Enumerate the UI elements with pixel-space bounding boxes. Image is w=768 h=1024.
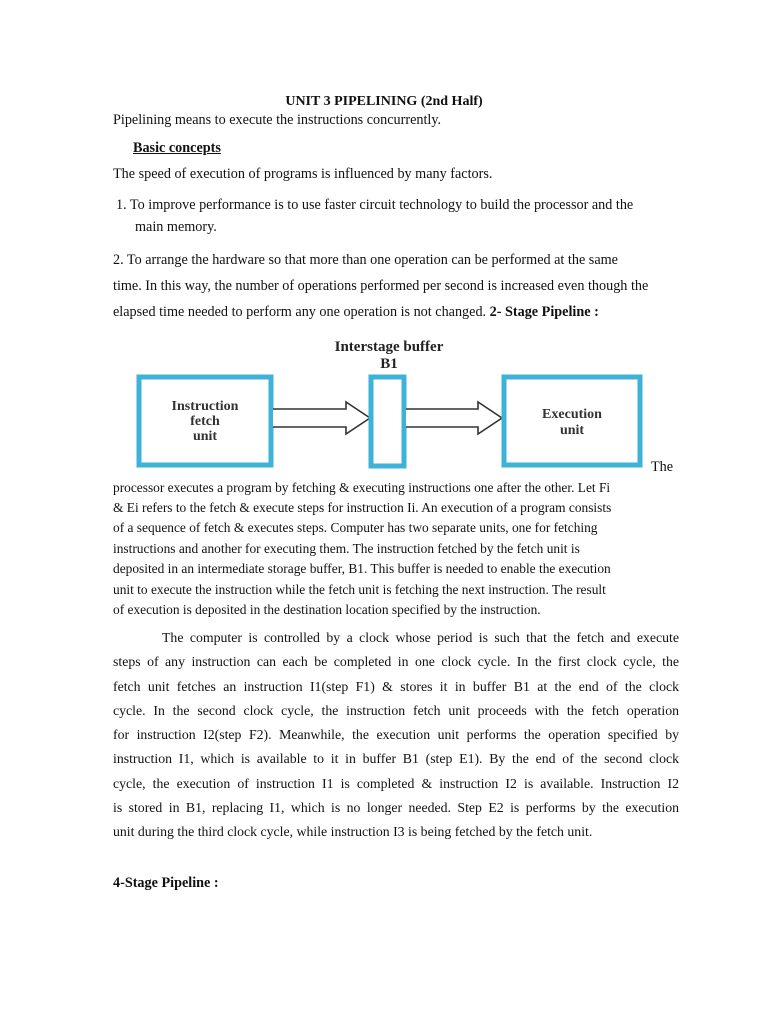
list-item-1-line-2: main memory. [135,219,217,235]
list-item-2-line-1: 2. To arrange the hardware so that more than one operation can be performed at the same [113,252,618,268]
paragraph-2-line-9: unit during the third clock cycle, while instruction I3 is being fetched by the fetch unit. [113,824,593,840]
list-item-2-line-3-text: elapsed time needed to perform any one operation is not changed. [113,304,487,320]
paragraph-2-line-2: steps of any instruction can each be completed in one clock cycle. In the first clock cycle, the [113,654,679,670]
buffer-b1-box [371,377,404,466]
interstage-buffer-label [335,339,444,372]
two-stage-heading: 2- Stage Pipeline : [489,304,599,320]
paragraph-2 [113,626,679,845]
paragraph-2-line-7: cycle, the execution of instruction I1 is completed & instruction I2 is available. Instruction I2 [113,775,679,791]
paragraph-1-line-1: processor executes a program by fetching & executing instructions one after the other. Let Fi [113,480,611,495]
paragraph-2-line-4: cycle. In the second clock cycle, the instruction fetch unit proceeds with the fetch operation [113,702,679,718]
intro-text: Pipelining means to execute the instructions concurrently. [113,112,442,128]
execution-unit-label-line-1: Execution [542,407,602,422]
arrow-fetch-to-buffer [273,402,370,434]
paragraph-1-line-3: of a sequence of fetch & executes steps. Computer has two separate units, one for fetching [113,520,598,535]
after-diagram-word: The [651,459,674,475]
speed-sentence: The speed of execution of programs is influenced by many factors. [113,166,493,182]
paragraph-2-line-5: for instruction I2(step F2). Meanwhile, the execution unit performs the operation specified by [113,727,679,743]
paragraph-2-line-1: The computer is controlled by a clock whose period is such that the fetch and execute [162,630,679,645]
paragraph-2-line-3: fetch unit fetches an instruction I1(step F1) & stores it in buffer B1 at the end of the clock [113,678,679,694]
interstage-buffer-label-line-2: B1 [380,356,398,372]
execution-unit-label-line-2: unit [559,423,585,438]
paragraph-1-line-6: unit to execute the instruction while the fetch unit is fetching the next instruction. The result [113,582,606,597]
two-stage-pipeline-diagram [0,0,768,480]
paragraph-1-line-7: of execution is deposited in the destination location specified by the instruction. [113,602,541,617]
basic-concepts-heading: Basic concepts [133,140,221,156]
fetch-unit-label-line-1: Instruction [171,399,239,414]
list-item-2-line-2: time. In this way, the number of operations performed per second is increased even though the [113,278,649,294]
interstage-buffer-label-line-1: Interstage buffer [334,339,444,355]
list-item-1-line-1: 1. To improve performance is to use faster circuit technology to build the processor and the [116,197,634,213]
paragraph-2-line-6: instruction I1, which is available to it in buffer B1 (step E1). By the end of the second clock [113,751,679,767]
arrow-buffer-to-execution [406,402,502,434]
paragraph-1-line-2: & Ei refers to the fetch & execute steps for instruction Ii. An execution of a program consists [113,500,612,515]
fetch-unit-label-line-3: unit [192,429,218,444]
page-title: UNIT 3 PIPELINING (2nd Half) [285,94,483,109]
fetch-unit-label-line-2: fetch [190,414,220,429]
paragraph-1-line-5: deposited in an intermediate storage buffer, B1. This buffer is needed to enable the execution [113,561,611,576]
paragraph-1-line-4: instructions and another for executing them. The instruction fetched by the fetch unit is [113,541,580,556]
four-stage-heading: 4-Stage Pipeline : [113,875,219,891]
paragraph-2-line-8: is stored in B1, replacing I1, which is no longer needed. Step E2 is performs by the execution [113,800,679,816]
